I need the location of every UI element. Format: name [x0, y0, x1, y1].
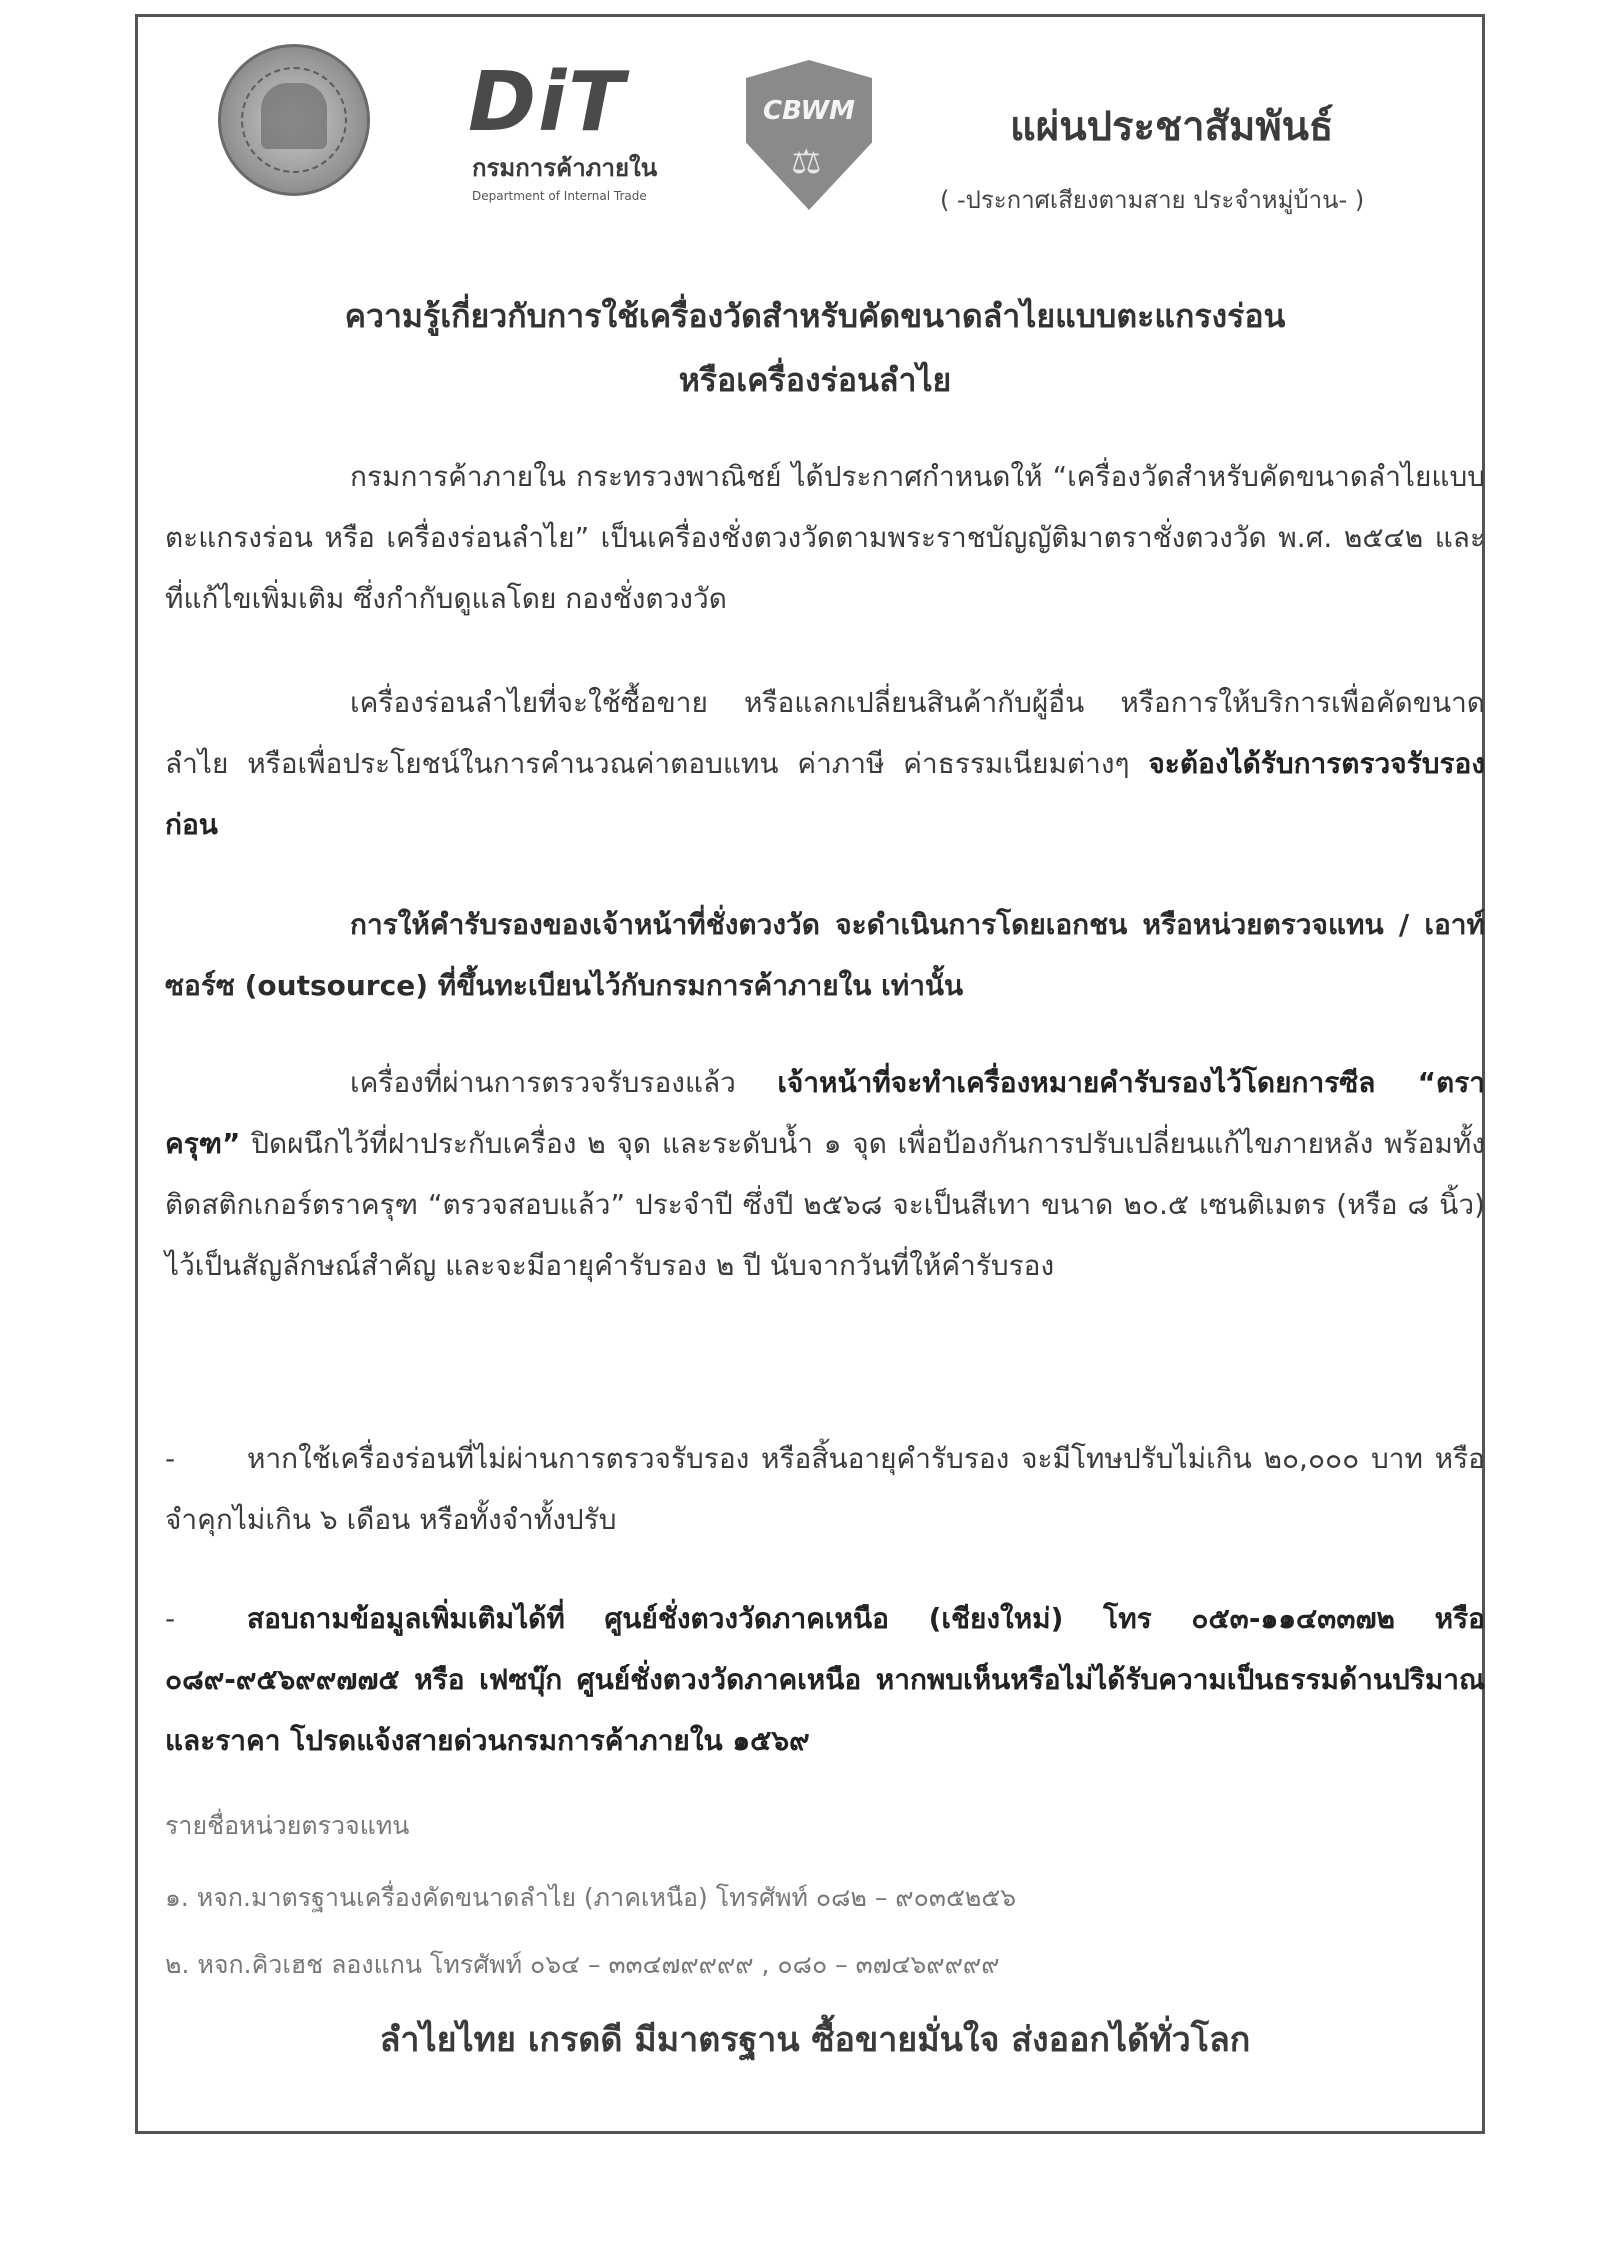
paragraph-2-text: เครื่องร่อนลำไยที่จะใช้ซื้อขาย หรือแลกเปลี่ยนสินค้ากับผู้อื่น หรือการให้บริการเพื่อคัดขนาดลำไย หรือเพื่อประโยชน์ในการคำนวณค่าตอบแทน ค่าภาษี ค่าธรรมเนียมต่างๆ — [165, 686, 1485, 780]
paragraph-1: กรมการค้าภายใน กระทรวงพาณิชย์ ได้ประกาศกำหนดให้ “เครื่องวัดสำหรับคัดขนาดลำไยแบบตะแกรงร่อน หรือ เครื่องร่อนลำไย” เป็นเครื่องชั่งตวงวัดตามพระราชบัญญัติมาตราชั่งตวงวัด พ.ศ. ๒๕๔๒ และที่แก้ไขเพิ่มเติม ซึ่งกำกับดูแลโดย กองชั่งตวงวัด — [165, 460, 1485, 615]
paragraph-3: การให้คำรับรองของเจ้าหน้าที่ชั่งตวงวัด จะดำเนินการโดยเอกชน หรือหน่วยตรวจแทน / เอาท์ซอร์ซ (outsource) ที่ขึ้นทะเบียนไว้กับกรมการค้าภายใน เท่านั้น — [165, 908, 1485, 1002]
page-subtitle: ( -ประกาศเสียงตามสาย ประจำหมู่บ้าน- ) — [940, 186, 1365, 214]
paragraph-4-emphasis: เจ้าหน้าที่จะทำเครื่องหมายคำรับรองไว้โดยการซีล “ตราครุฑ” — [165, 1066, 1485, 1160]
footer-slogan: ลำไยไทย เกรดดี มีมาตรฐาน ซื้อขายมั่นใจ ส่งออกได้ทั่วโลก — [379, 2020, 1251, 2060]
announcement-heading — [200, 284, 1430, 412]
bullet-dash: - — [165, 1602, 176, 1635]
paragraph-2 — [165, 672, 1485, 855]
paragraph-4-text-c: ปิดผนึกไว้ที่ฝาประกับเครื่อง ๒ จุด และระดับน้ำ ๑ จุด เพื่อป้องกันการปรับเปลี่ยนแก้ไขภายหลัง พร้อมทั้งติดสติกเกอร์ตราครุฑ “ตรวจสอบแล้ว” ประจำปี ซึ่งปี ๒๕๖๘ จะเป็นสีเทา ขนาด ๒๐.๕ เซนติเมตร (หรือ ๘ นิ้ว) ไว้เป็นสัญลักษณ์สำคัญ และจะมีอายุคำรับรอง ๒ ปี นับจากวันที่ให้คำรับรอง — [165, 1127, 1485, 1282]
paragraph-4-text-a: เครื่องที่ผ่านการตรวจรับรองแล้ว — [350, 1066, 778, 1099]
inspection-unit-item: ๒. หจก.คิวเฮช ลองแกน โทรศัพท์ ๐๖๔ – ๓๓๔๗๙๙๙๙ , ๐๘๐ – ๓๗๔๖๙๙๙๙ — [165, 1950, 1000, 1979]
bullet-item-contact — [165, 1588, 1485, 1771]
paragraph-2-emphasis: จะต้องได้รับการตรวจรับรองก่อน — [165, 747, 1485, 841]
paragraph-4 — [165, 1052, 1485, 1296]
bullet-contact-detail: ศูนย์ชั่งตวงวัดภาคเหนือ (เชียงใหม่) โทร ๐๕๓-๑๑๔๓๓๗๒ หรือ ๐๘๙-๙๕๖๙๙๗๗๕ หรือ เฟซบุ๊ก ศูนย์ชั่งตวงวัดภาคเหนือ หากพบเห็นหรือไม่ได้รับความเป็นธรรมด้านปริมาณและราคา โปรดแจ้งสายด่วนกรมการค้าภายใน ๑๕๖๙ — [165, 1602, 1485, 1757]
cbwm-logo-mark: CBWM — [762, 96, 856, 126]
page-title: แผ่นประชาสัมพันธ์ — [1010, 103, 1334, 150]
cbwm-shield-icon — [746, 60, 872, 210]
dit-logo-mark: DiT — [468, 55, 627, 150]
heading-line-1: ความรู้เกี่ยวกับการใช้เครื่องวัดสำหรับคัดขนาดลำไยแบบตะแกรงร่อน — [344, 297, 1286, 335]
heading-line-2: หรือเครื่องร่อนลำไย — [678, 361, 952, 399]
scales-of-justice-icon: ⚖ — [791, 142, 822, 182]
dit-logo-english: Department of Internal Trade — [472, 189, 647, 203]
bullet-dash: - — [165, 1442, 176, 1475]
dit-logo-thai: กรมการค้าภายใน — [472, 154, 658, 182]
dit-logo — [468, 55, 700, 212]
bullet-contact-text — [165, 1588, 1485, 1771]
bullet-contact-emphasis: สอบถามข้อมูลเพิ่มเติมได้ที่ — [247, 1602, 565, 1635]
inspection-unit-item: ๑. หจก.มาตรฐานเครื่องคัดขนาดลำไย (ภาคเหนือ) โทรศัพท์ ๐๘๒ – ๙๐๓๕๒๕๖ — [165, 1883, 1017, 1912]
seal-emblem — [261, 83, 327, 149]
cbwm-logo — [746, 60, 872, 210]
inspection-units-heading: รายชื่อหน่วยตรวจแทน — [165, 1811, 410, 1840]
bullet-penalty-text: หากใช้เครื่องร่อนที่ไม่ผ่านการตรวจรับรอง หรือสิ้นอายุคำรับรอง จะมีโทษปรับไม่เกิน ๒๐,๐๐๐ บาท หรือจำคุกไม่เกิน ๖ เดือน หรือทั้งจำทั้งปรับ — [165, 1442, 1485, 1536]
government-seal-icon — [218, 44, 370, 196]
bullet-item-penalty — [165, 1428, 1485, 1550]
